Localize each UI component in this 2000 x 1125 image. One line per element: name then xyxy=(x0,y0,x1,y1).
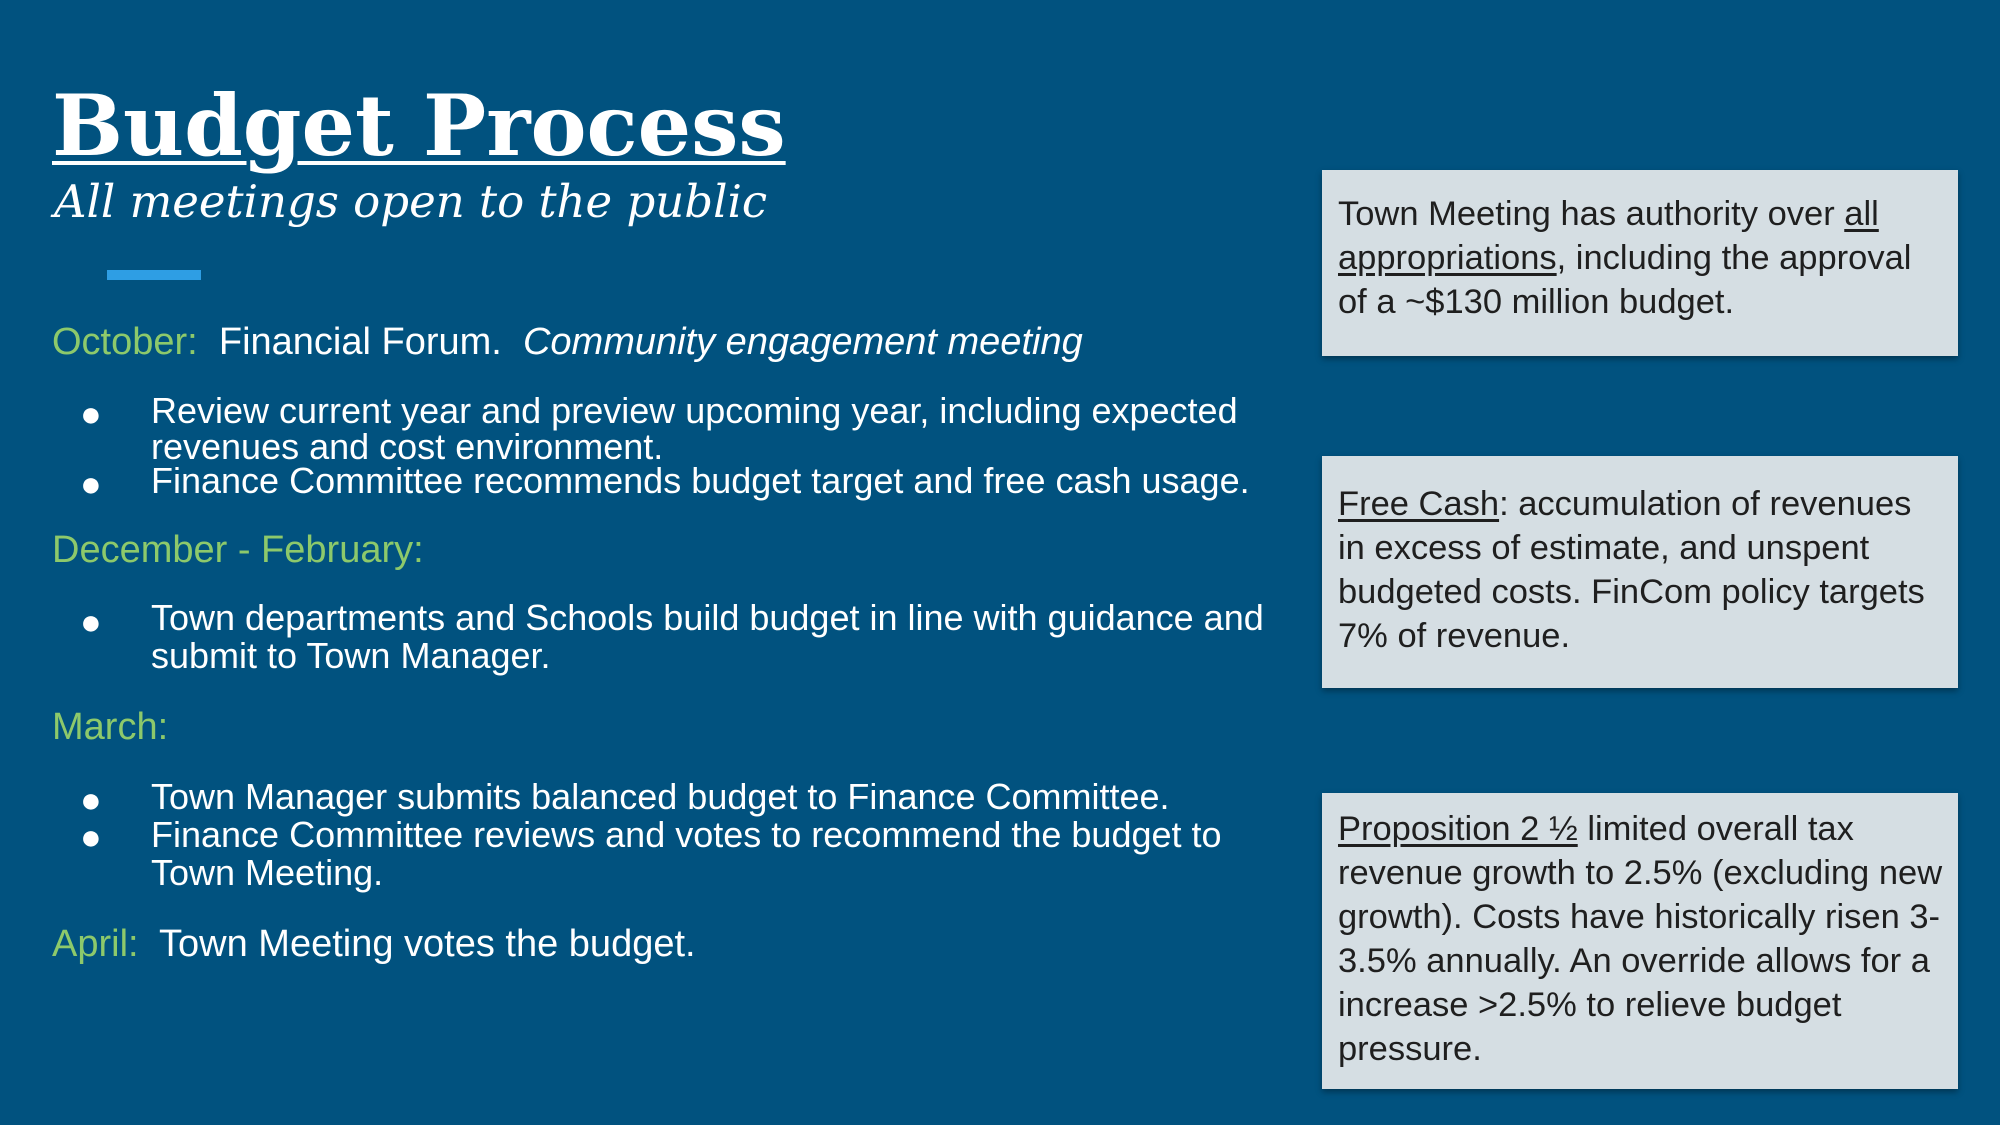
october-row xyxy=(52,320,1083,364)
bullet-icon: ● xyxy=(80,601,102,642)
free-cash-term: Free Cash xyxy=(1338,485,1500,523)
october-bullet-1: Review current year and preview upcoming year, including expected revenues and cost environment. xyxy=(151,390,1238,467)
december-bullet-1: Town departments and Schools build budget in line with guidance and submit to Town Manager. xyxy=(151,597,1264,676)
march-bullet-1: Town Manager submits balanced budget to Finance Committee. xyxy=(151,776,1170,817)
april-event: Town Meeting votes the budget. xyxy=(159,923,696,965)
authority-card xyxy=(1322,170,1958,356)
april-label: April: xyxy=(52,923,139,965)
bullet-icon: ● xyxy=(80,816,102,857)
proposition-card xyxy=(1322,793,1958,1089)
bullet-icon: ● xyxy=(80,463,102,504)
october-note: Community engagement meeting xyxy=(522,321,1083,363)
free-cash-card xyxy=(1322,456,1958,688)
free-cash-definition: : accumulation of revenues in excess of estimate, and unspent budgeted costs. FinCom policy targets 7% of revenue. xyxy=(1338,485,1925,655)
december-label: December - February: xyxy=(52,529,424,571)
bullet-icon: ● xyxy=(80,779,102,820)
october-label: October: xyxy=(52,321,198,363)
authority-text-end: , including the approval of a ~$130 million budget. xyxy=(1338,239,1912,321)
march-bullet-2: Finance Committee reviews and votes to recommend the budget to Town Meeting. xyxy=(151,814,1222,893)
bullet-icon: ● xyxy=(80,393,102,434)
slide-subtitle: All meetings open to the public xyxy=(54,175,768,228)
april-row xyxy=(52,922,696,966)
authority-underlined-term: all appropriations xyxy=(1338,195,1879,277)
proposition-term: Proposition 2 ½ xyxy=(1338,810,1578,848)
october-bullet-2: Finance Committee recommends budget target and free cash usage. xyxy=(151,460,1250,501)
accent-bar xyxy=(107,270,201,280)
october-event: Financial Forum. xyxy=(218,321,502,363)
march-label: March: xyxy=(52,706,169,748)
authority-text-start: Town Meeting has authority over xyxy=(1338,195,1845,233)
slide-title: Budget Process xyxy=(52,76,786,175)
proposition-definition: limited overall tax revenue growth to 2.5% (excluding new growth). Costs have historically risen 3-3.5% annually. An override allows for a increase >2.5% to relieve budget pressure. xyxy=(1338,810,1943,1068)
